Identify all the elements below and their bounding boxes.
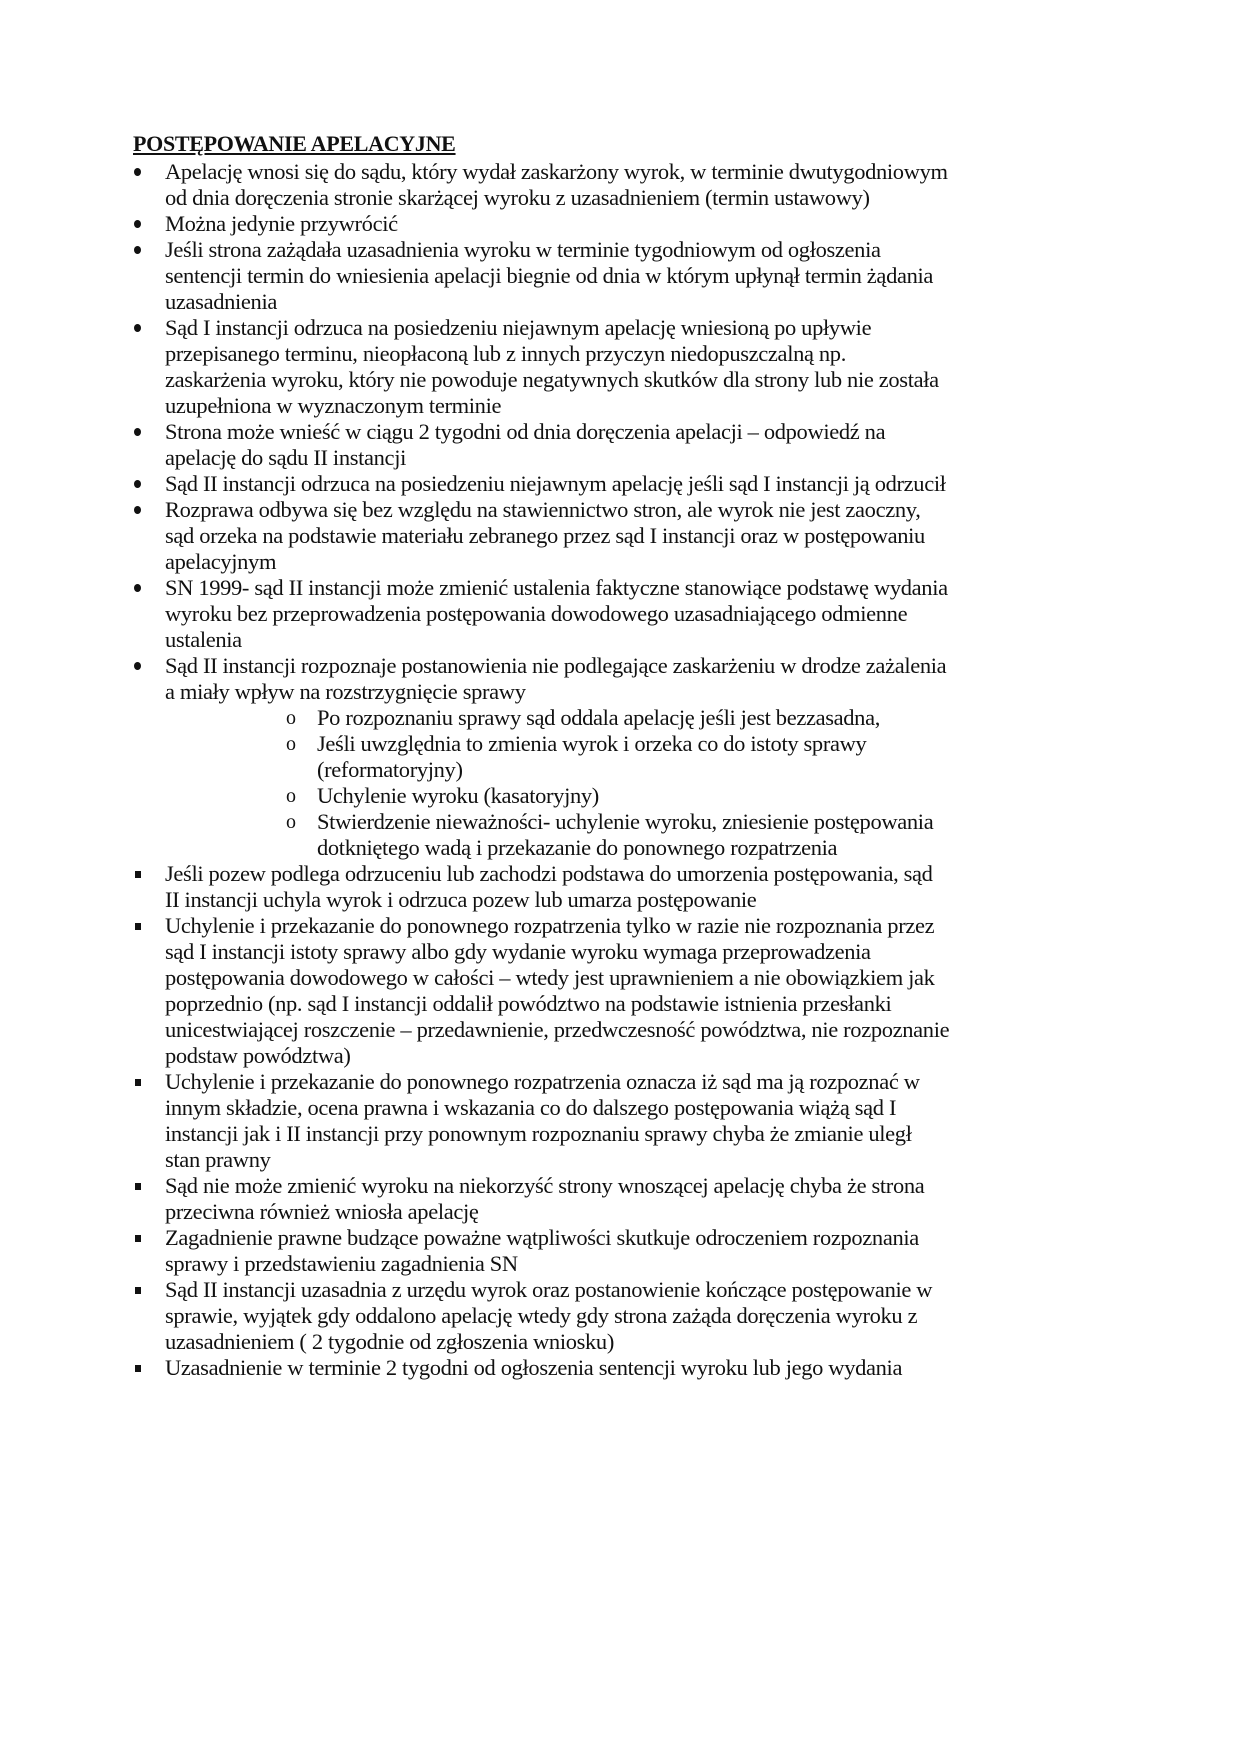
list-item [0,861,1240,913]
list-item [0,1355,1240,1381]
text-line: Jeśli uwzględnia to zmienia wyrok i orzeka co do istoty sprawy [317,731,867,756]
text-line: uzupełniona w wyznaczonym terminie [165,393,502,418]
text-line: a miały wpływ na rozstrzygnięcie sprawy [165,679,526,704]
text-line: stan prawny [165,1147,271,1172]
list-item [0,1173,1240,1225]
list-item [0,315,1240,419]
circle-bullet-icon [286,731,296,757]
text-line: zaskarżenia wyroku, który nie powoduje negatywnych skutków dla strony lub nie została [165,367,939,392]
text-line: II instancji uchyla wyrok i odrzuca pozew lub umarza postępowanie [165,887,757,912]
text-line: Można jedynie przywrócić [165,211,398,236]
list-item [0,237,1240,315]
text-line: unicestwiającej roszczenie – przedawnienie, przedwczesność powództwa, nie rozpoznanie [165,1017,950,1042]
text-line: przeciwna również wniosła apelację [165,1199,479,1224]
text-line: Apelację wnosi się do sądu, który wydał zaskarżony wyrok, w terminie dwutygodniowym [165,159,948,184]
list-item [0,211,1240,237]
circle-bullet-icon [286,809,296,835]
text-line: dotkniętego wadą i przekazanie do ponownego rozpatrzenia [317,835,838,860]
list-item [0,497,1240,575]
text-line: Uchylenie wyroku (kasatoryjny) [317,783,599,808]
text-line: SN 1999- sąd II instancji może zmienić ustalenia faktyczne stanowiące podstawę wydania [165,575,948,600]
text-line: Sąd II instancji uzasadnia z urzędu wyrok oraz postanowienie kończące postępowanie w [165,1277,933,1302]
text-line: Po rozpoznaniu sprawy sąd oddala apelację jeśli jest bezzasadna, [317,705,880,730]
disc-bullet-icon [134,653,141,679]
text-line: wyroku bez przeprowadzenia postępowania dowodowego uzasadniającego odmienne [165,601,908,626]
sub-list-item [0,705,1240,731]
list-item [0,1277,1240,1355]
square-bullet-icon [135,1355,141,1381]
text-line: Stwierdzenie nieważności- uchylenie wyroku, zniesienie postępowania [317,809,934,834]
disc-bullet-icon [134,315,141,341]
text-line: instancji jak i II instancji przy ponownym rozpoznaniu sprawy chyba że zmianie uległ [165,1121,912,1146]
list-item [0,575,1240,653]
list-item [0,1069,1240,1173]
text-line: apelacyjnym [165,549,277,574]
square-bullet-icon [135,1277,141,1303]
square-bullet-icon [135,861,141,887]
square-bullet-icon [135,1225,141,1251]
text-line: Uchylenie i przekazanie do ponownego rozpatrzenia tylko w razie nie rozpoznania przez [165,913,935,938]
list-item [0,913,1240,1069]
list-item [0,471,1240,497]
text-line: Zagadnienie prawne budzące poważne wątpliwości skutkuje odroczeniem rozpoznania [165,1225,919,1250]
text-line: innym składzie, ocena prawna i wskazania co do dalszego postępowania wiążą sąd I [165,1095,897,1120]
text-line: sąd orzeka na podstawie materiału zebranego przez sąd I instancji oraz w postępowaniu [165,523,925,548]
text-line: Sąd nie może zmienić wyroku na niekorzyść strony wnoszącej apelację chyba że strona [165,1173,925,1198]
text-line: apelację do sądu II instancji [165,445,406,470]
text-line: Uchylenie i przekazanie do ponownego rozpatrzenia oznacza iż sąd ma ją rozpoznać w [165,1069,920,1094]
circle-bullet-icon [286,783,296,809]
text-line: Sąd II instancji rozpoznaje postanowienia nie podlegające zaskarżeniu w drodze zażalenia [165,653,947,678]
list-item [0,419,1240,471]
text-line: uzasadnieniem ( 2 tygodnie od zgłoszenia wniosku) [165,1329,614,1354]
text-line: sąd I instancji istoty sprawy albo gdy wydanie wyroku wymaga przeprowadzenia [165,939,871,964]
disc-bullet-icon [134,159,141,185]
text-line: podstaw powództwa) [165,1043,351,1068]
sub-list-item [0,783,1240,809]
text-line: Sąd I instancji odrzuca na posiedzeniu niejawnym apelację wniesioną po upływie [165,315,872,340]
text-line: Jeśli strona zażądała uzasadnienia wyroku w terminie tygodniowym od ogłoszenia [165,237,881,262]
text-line: uzasadnienia [165,289,277,314]
square-bullet-icon [135,1173,141,1199]
list-item [0,653,1240,705]
disc-bullet-icon [134,237,141,263]
text-line: poprzednio (np. sąd I instancji oddalił powództwo na podstawie istnienia przesłanki [165,991,892,1016]
list-item [0,159,1240,211]
text-line: sentencji termin do wniesienia apelacji biegnie od dnia w którym upłynął termin żądania [165,263,934,288]
text-line: Strona może wnieść w ciągu 2 tygodni od dnia doręczenia apelacji – odpowiedź na [165,419,886,444]
text-line: sprawie, wyjątek gdy oddalono apelację wtedy gdy strona zażąda doręczenia wyroku z [165,1303,918,1328]
disc-bullet-icon [134,497,141,523]
text-line: od dnia doręczenia stronie skarżącej wyroku z uzasadnieniem (termin ustawowy) [165,185,870,210]
text-line: Jeśli pozew podlega odrzuceniu lub zachodzi podstawa do umorzenia postępowania, sąd [165,861,933,886]
circle-bullet-icon [286,705,296,731]
text-line: Uzasadnienie w terminie 2 tygodni od ogłoszenia sentencji wyroku lub jego wydania [165,1355,903,1380]
square-bullet-icon [135,913,141,939]
disc-bullet-icon [134,419,141,445]
text-line: sprawy i przedstawieniu zagadnienia SN [165,1251,518,1276]
document-title: POSTĘPOWANIE APELACYJNE [133,131,456,156]
disc-bullet-icon [134,575,141,601]
list-item [0,1225,1240,1277]
square-bullet-icon [135,1069,141,1095]
bullet-list [0,159,1240,1381]
disc-bullet-icon [134,211,141,237]
text-line: ustalenia [165,627,242,652]
text-line: postępowania dowodowego w całości – wtedy jest uprawnieniem a nie obowiązkiem jak [165,965,935,990]
sub-list-item [0,809,1240,861]
text-line: przepisanego terminu, nieopłaconą lub z innych przyczyn niedopuszczalną np. [165,341,846,366]
sub-list-item [0,731,1240,783]
disc-bullet-icon [134,471,141,497]
text-line: (reformatoryjny) [317,757,463,782]
text-line: Sąd II instancji odrzuca na posiedzeniu niejawnym apelację jeśli sąd I instancji ją odrzucił [165,471,946,496]
text-line: Rozprawa odbywa się bez względu na stawiennictwo stron, ale wyrok nie jest zaoczny, [165,497,921,522]
